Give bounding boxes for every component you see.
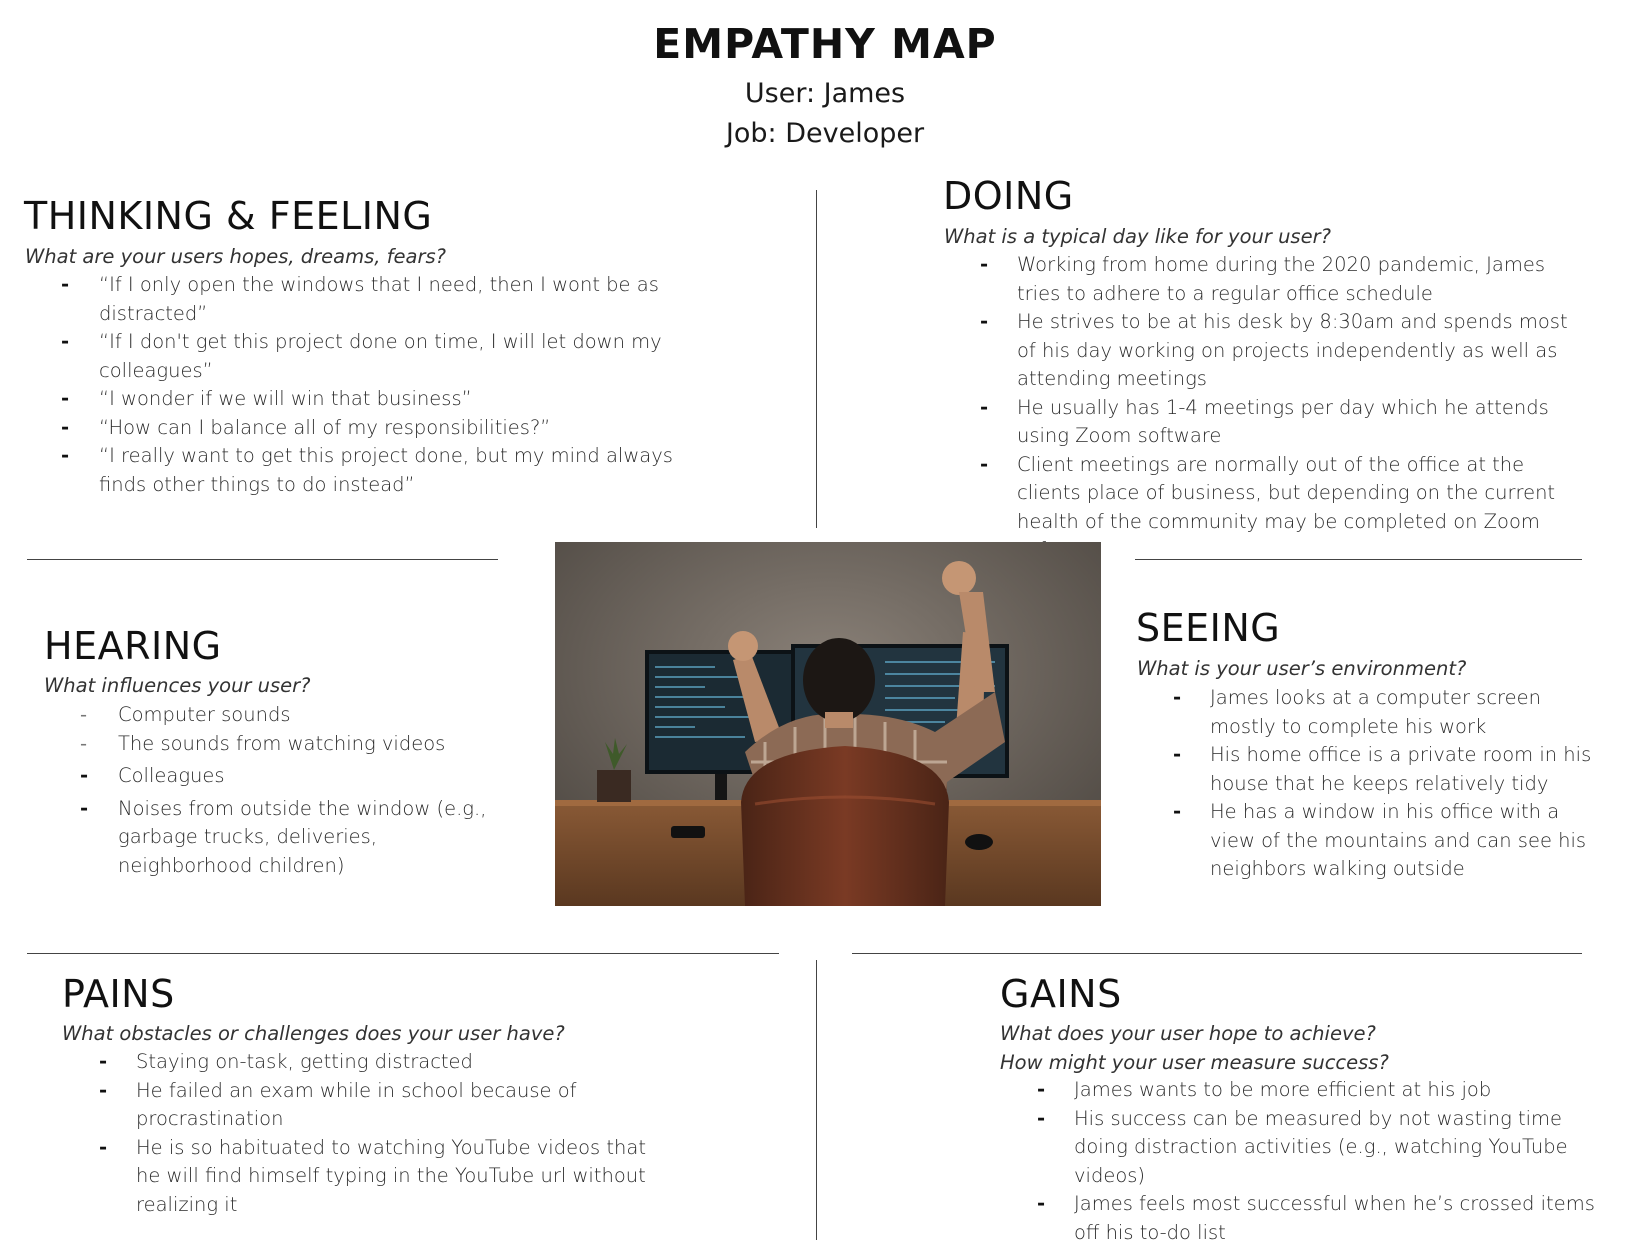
developer-celebrating-illustration	[555, 542, 1101, 906]
gains-heading: GAINS	[1000, 972, 1122, 1016]
user-job: Job: Developer	[725, 118, 925, 149]
list-item: - Colleagues	[80, 764, 225, 787]
list-item: - “I wonder if we will win that business”	[61, 387, 472, 410]
gains-list	[1037, 1076, 1604, 1247]
developer-photo	[555, 542, 1101, 906]
list-item: - He usually has 1-4 meetings per day which he attends using Zoom software	[980, 395, 1549, 447]
list-item: - Staying on-task, getting distracted	[99, 1050, 473, 1073]
doing-prompt: What is a typical day like for your user?	[944, 225, 1331, 248]
hearing-list	[80, 701, 498, 880]
divider-bottom-vertical	[816, 960, 817, 1240]
thinking-feeling-prompt: What are your users hopes, dreams, fears?	[25, 245, 446, 268]
pains-heading: PAINS	[62, 972, 175, 1016]
seeing-heading: SEEING	[1136, 606, 1281, 650]
gains-prompt-achieve: What does your user hope to achieve?	[1000, 1022, 1376, 1045]
seeing-list	[1173, 684, 1610, 884]
list-item: - James wants to be more efficient at his job	[1037, 1078, 1492, 1101]
divider-left-middle	[27, 559, 498, 560]
page-title: EMPATHY MAP	[653, 20, 997, 68]
list-item: - Computer sounds	[80, 703, 291, 726]
list-item: - He failed an exam while in school because of procrastination	[99, 1078, 577, 1130]
thinking-feeling-heading: THINKING & FEELING	[24, 194, 433, 238]
list-item: - His success can be measured by not wasting time doing distraction activities (e.g., watching YouTube videos)	[1037, 1106, 1568, 1187]
list-item: - He is so habituated to watching YouTube videos that he will find himself typing in the YouTube url without realizing it	[99, 1135, 646, 1216]
doing-heading: DOING	[943, 174, 1074, 218]
list-item: - The sounds from watching videos	[80, 731, 446, 755]
list-item: - “I really want to get this project done, but my mind always finds other things to do instead”	[61, 444, 673, 496]
list-item: - Client meetings are normally out of the office at the clients place of business, but depending on the current health of the community may be completed on Zoom	[980, 452, 1556, 533]
list-item: - “If I only open the windows that I need, then I wont be as distracted”	[61, 273, 659, 325]
list-item: - “If I don't get this project done on time, I will let down my colleagues”	[61, 330, 662, 382]
divider-top-vertical	[816, 190, 817, 528]
seeing-list-clip	[1170, 684, 1592, 894]
divider-bottom-right	[852, 953, 1582, 954]
list-item: - He strives to be at his desk by 8:30am and spends most of his day working on projects independently as well as attending meetings	[980, 310, 1568, 390]
list-item: - Noises from outside the window (e.g., garbage trucks, deliveries, neighborhood children)	[80, 796, 487, 877]
list-item: - Working from home during the 2020 pandemic, James tries to adhere to a regular office schedule	[980, 253, 1546, 305]
user-name: User: James	[744, 78, 906, 109]
divider-bottom-left	[27, 953, 779, 954]
doing-list	[980, 251, 1587, 565]
hearing-heading: HEARING	[44, 624, 222, 668]
list-item: - His home office is a private room in his house that he keeps relatively tidy	[1173, 743, 1592, 795]
list-item: - James feels most successful when he’s crossed items off his to-do list	[1037, 1192, 1595, 1244]
gains-prompt-measure: How might your user measure success?	[1000, 1051, 1389, 1074]
hearing-prompt: What influences your user?	[44, 674, 311, 697]
pains-prompt: What obstacles or challenges does your user have?	[62, 1022, 565, 1045]
list-item: - He has a window in his office with a view of the mountains and can see his neighbors walking outside	[1173, 800, 1587, 880]
list-item: - “How can I balance all of my responsibilities?”	[61, 415, 551, 439]
gains-list-clip	[1034, 1076, 1595, 1244]
list-item: - James looks at a computer screen mostly to complete his work	[1173, 686, 1541, 738]
pains-list	[99, 1048, 656, 1219]
thinking-feeling-list	[61, 271, 719, 499]
seeing-prompt: What is your user’s environment?	[1137, 657, 1467, 680]
